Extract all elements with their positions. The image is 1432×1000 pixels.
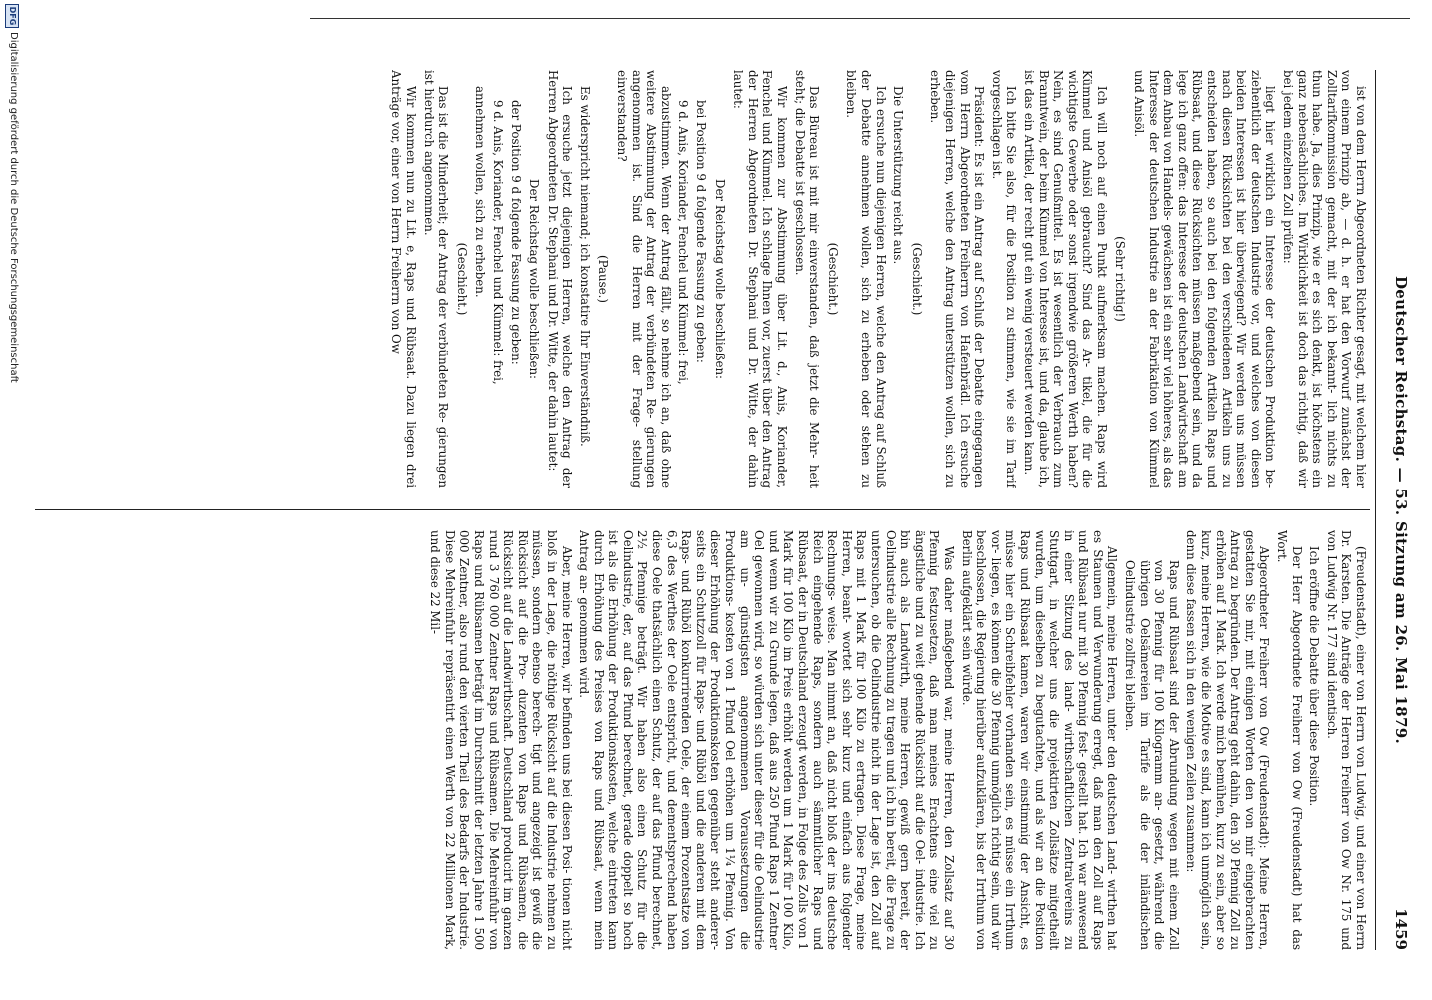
paragraph: Wir kommen nun zu Lit. e, Raps und Rübsaat. Dazu liegen drei Anträge vor, einer von Herrn Freiherrn von Ow — [389, 70, 418, 488]
paragraph: Ich ersuche jetzt diejenigen Herren, welche den Antrag der Herren Abgeordneten Dr. Stephani und Dr. Witte, der dahin lautet: — [545, 70, 575, 488]
motion-text: bei Position 9 d folgende Fassung zu geben: — [694, 100, 709, 363]
header-rule — [1375, 70, 1376, 950]
paragraph: ist von dem Herrn Abgeordneten Richter gesagt, mit welchem hier von einem Prinzip ab, — d. h. er hat den Vorwurf zunächst der Zolltarifkommission gemacht, mit der ich bekannt- lich nichts zu thun habe. Ja, dies Prinzip, wie er es sich denkt, ist höchstens ein ganz nebensächliches. Im Wirklichkeit ist doch das richtig, daß wir bei jedem einzelnen Zoll prüfen: — [1281, 70, 1368, 488]
interjection: (Geschieht.) — [454, 242, 469, 316]
paragraph: Ich bitte Sie also, für die Position zu stimmen, wie sie im Tarif vorgeschlagen ist. — [989, 70, 1019, 488]
interjection: (Geschieht.) — [909, 242, 924, 316]
motion-heading: Der Reichstag wolle beschließen: — [712, 178, 727, 380]
paragraph: Ich eröffne die Debatte über diese Position. — [1307, 546, 1322, 807]
interjection: (Pause.) — [596, 254, 611, 304]
paragraph: Präsident: Es ist ein Antrag auf Schluß der Debatte eingegangen vom Herrn Abgeordneten Freiherrn von Hafenbrädl. Ich ersuche diejenigen Herren, welche den Antrag unterstützen wollen, sich zu erheben. — [928, 70, 987, 488]
paragraph: Wir kommen zur Abstimmung über Lit. d., Anis, Koriander, Fenchel und Kümmel. Ich schlage Ihnen vor, zuerst über den Antrag der Herren Abgeordneten Dr. Stephani und Dr. Witte, der dahin lautet: — [731, 70, 790, 488]
paragraph: Aber, meine Herren, wir befinden uns bei diesen Posi- tionen nicht bloß in der Lage, die nöthige Rücksicht auf die Industrie nehmen zu müssen, sondern ebenso berech- tigt und angezeigt ist gewiß die Rücksicht auf die Pro- duzenten von Raps und Rübsamen, die Rücksicht auf die Landwirthschaft. Deutschland producirt im ganzen rund 3 760 000 Zentner Raps und Rübsamen. Die Mehreinfuhr von Raps und Rübsamen beträgt im Durchschnitt der letzten Jahre 1 500 000 Zentner, also rund den vierten Theil des Bedarfs der Industrie. Diese Mehreinfuhr repräsentirt einen Werth von 22 Millionen Mark, und diese 22 Mil- — [428, 530, 574, 950]
paragraph: Ich ersuche nun diejenigen Herren, welche den Antrag auf Schluß der Debatte annehmen wollen, sich zu erheben oder stehen zu bleiben. — [844, 70, 888, 488]
page-number: 1459 — [1392, 908, 1410, 950]
interjection: (Sehr richtig!) — [1113, 236, 1128, 322]
paragraph: (Freudenstadt), einer von Herrn von Ludwig, und einer von Herrn Dr. Karsten. Die Anträge der Herren Freiherr von Ow Nr. 175 und von Ludwig Nr. 177 sind identisch. — [1324, 530, 1368, 950]
paragraph: annehmen wollen, sich zu erheben. — [473, 86, 488, 298]
quoted-motive: Raps und Rübsaat sind der Abrundung wegen mit einem Zoll von 30 Pfennig für 100 Kilogramm an- gesetzt, während die übrigen Oelsämereien im Tarife als die der inländischen Oelindustrie zollfrei bleiben. — [1123, 560, 1181, 950]
paragraph: Was daher maßgebend war, meine Herren, den Zollsatz auf 30 Pfennig festzusetzen, daß man meines Erachtens eine viel zu ängstliche und zu weit gehende Rücksicht auf die Oel- industrie. Ich bin auch als Landwirth, meine Herren, gewiß gern bereit, der Oelindustrie alle Rechnung zu tragen und ich bin bereit, die Frage zu untersuchen, ob die Oelindustrie nicht in der Lage ist, den Zoll auf Raps mit 1 Mark für 100 Kilo zu ertragen. Diese Frage, meine Herren, beant- wortet sich sehr kurz und einfach aus folgender Rechnungs- weise. Man nimmt an, daß nicht bloß der ins deutsche Reich eingehende Raps, sondern auch sämmtlicher Raps und Rübsaat, der in Deutschland erzeugt werden, in Folge des Zolls von 1 Mark für 100 Kilo im Preis erhöht werden um 1 Mark für 100 Kilo, und wenn wir zu Grunde legen, daß aus 250 Pfund Raps 1 Zentner Oel gewonnen wird, so würden sich unter dieser für die Oelindustrie am un- günstigsten angenommenen Voraussetzungen die Produktions- kosten von 1 Pfund Oel erhöhen um 1¼ Pfennig. Von dieser Erhöhung der Produktionskosten gegenüber steht anderer- seits ein Schutzzoll für Raps- und Rüböl und die anderen mit dem Raps- und Rüböl konkurrirenden Oele, der einem Prozentsatze von 6,3 des Werthes der Oele entspricht, und dementsprechend haben diese Oele thatsächlich einen Schutz, der auf das Pfund berechnet, 2½ Pfennige beträgt. Wir haben also einen Schutz für die Oelindustrie, der, auf das Pfund berechnet, gerade doppelt so hoch ist als die Erhöhung der Produktionskosten, welche eintreten kann durch Erhöhung des Preises von Raps und Rübsaat, wenn mein Antrag an- genommen wird. — [577, 530, 956, 950]
paragraph: Es widerspricht niemand; ich konstatire Ihr Einverständniß. — [577, 86, 592, 447]
motion-text: 9 d. Anis, Koriander, Fenchel und Kümmel: frei, — [676, 100, 691, 385]
column-separator — [35, 509, 1370, 510]
motion-text: der Position 9 d folgende Fassung zu geben: — [508, 100, 523, 365]
paragraph: liegt hier wirklich ein Interesse der deutschen Produktion be- ziehentlich der deutschen Industrie vor, und welches von diesen beiden Interessen ist hier überwiegend? Wir werden uns müssen nach diesen Rücksichten bei den verschiedenen Artikeln uns zu entscheiden haben, so auch bei den folgenden Artikeln Raps und Rübsaat, und diese Rücksichten müssen maßgebend sein, und da lege ich ganz offen: das Interesse der deutschen Landwirtschaft am dem Anbau von Handels- gewächsen ist ein sehr viel höheres, als das Interesse der deutschen Industrie an der Fabrikation von Kümmel und Anisöl. — [1132, 70, 1278, 488]
footer-credit: Digitalisierung gefördert durch die Deutsche Forschungsgemeinschaft — [8, 32, 19, 383]
paragraph: Ich will noch auf einen Punkt aufmerksam machen. Raps wird Kümmel und Anisöl gebraucht? Sind das Ar- tikel, die für die wichtigste Gewerbe oder sonst irgendwie größeren Werth haben? Nein, es sind Genußmittel. Es ist wesentlich der Verbrauch zum Branntwein, der beim Kümmel von Interesse ist, und da, glaube ich, ist das ein Artikel, der recht gut ein wenig versteuert werden kann. — [1021, 70, 1109, 488]
paragraph: abzustimmen. Wenn der Antrag fällt, so nehme ich an, daß ohne weitere Abstimmung der Antrag der verbündeten Re- gierungen angenommen ist. Sind die Herren mit der Frage- stellung einverstanden? — [615, 70, 673, 488]
text-column-left — [38, 70, 1368, 488]
interjection: (Geschieht.) — [825, 242, 840, 316]
dfg-logo-icon: DFG — [5, 4, 19, 28]
paragraph: Abgeordneter Freiherr von Ow (Freudenstadt): Meine Herren, gestatten Sie mir, mit einigen Worten den von mir eingebrachten Antrag zu begründen. Der Antrag geht dahin, den 30 Pfennig Zoll zu erhöhen auf 1 Mark. Ich werde mich bemühen, kurz zu sein, aber so kurz, meine Herren, wie die Motive es sind, kann ich unmöglich sein, denn diese fassen sich in den wenigen Zeilen zusammen: — [1184, 530, 1272, 950]
scan-edge-rule — [310, 18, 1410, 19]
paragraph: Die Unterstützung reicht aus. — [891, 86, 906, 265]
motion-text: 9 d. Anis, Koriander, Fenchel und Kümmel: frei, — [490, 100, 505, 385]
page-title: Deutscher Reichstag. — 53. Sitzung am 26. Mai 1879. — [1392, 276, 1410, 744]
text-column-right — [38, 530, 1368, 950]
motion-heading: Der Reichstag wolle beschließen: — [527, 178, 542, 380]
page-header — [1382, 70, 1410, 950]
paragraph: Allgemein, meine Herren, unter den deutschen Land- wirthen hat es Staunen und Verwunderung erregt, daß man den Zoll auf Raps und Rübsaat nur mit 30 Pfennig fest- gestellt hat. Ich war anwesend in einer Sitzung des land- wirthschaftlichen Zentralvereins zu Stuttgart, in welcher uns die projektirten Zollsätze mitgetheilt wurden, um dieselben zu begutachten, und als wir an die Position Raps und Rübsaat kamen, waren wir einstimmig der Ansicht, es müsse hier ein Schreibfehler vorhanden sein, es müsse ein Irrthum vor- liegen, es können die 30 Pfennig unmöglich richtig sein, und wir beschlossen, die Regierung hierüber aufzuklären, bis der Irrthum von Berlin aufgeklärt sein würde. — [959, 530, 1120, 950]
paragraph: Der Herr Abgeordnete Freiherr von Ow (Freudenstadt) hat das Wort. — [1275, 530, 1304, 950]
paragraph: Das Büreau ist mit mir einverstanden, daß jetzt die Mehr- heit steht; die Debatte ist geschlossen. — [792, 70, 822, 488]
paragraph: Das ist die Minderheit; der Antrag der verbündeten Re- gierungen ist hierdurch angenommen. — [421, 70, 451, 488]
digitization-footer — [2, 0, 20, 1000]
